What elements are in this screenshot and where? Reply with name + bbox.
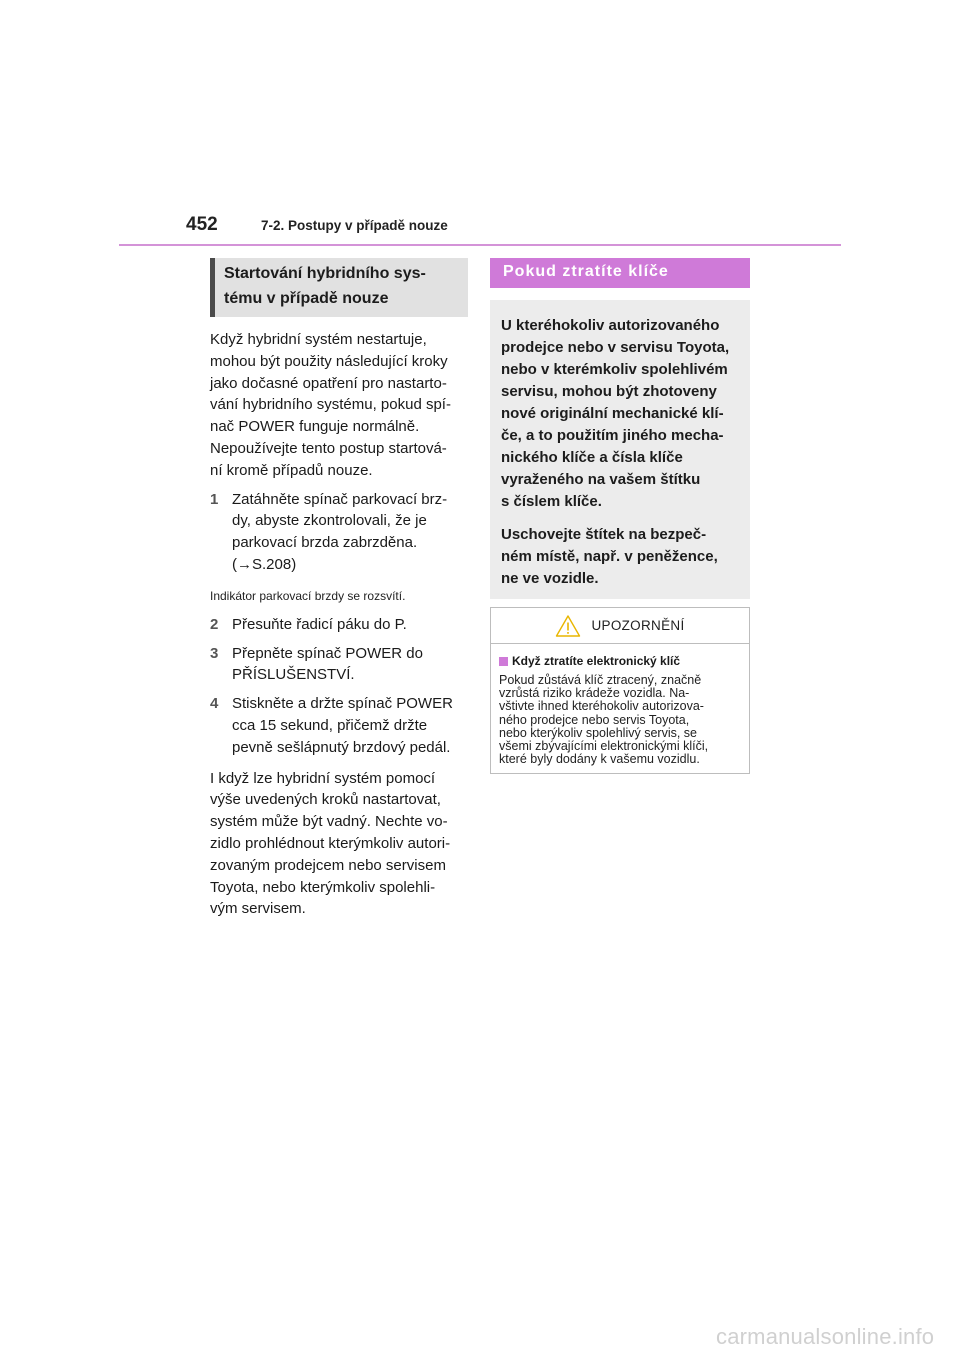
step-number: 2: [210, 615, 219, 633]
page-number: 452: [186, 214, 218, 235]
page-reference-link[interactable]: (→S.208): [232, 555, 297, 573]
text-line: ne ve vozidle.: [501, 570, 599, 587]
text-line: če, a to použitím jiného mecha-: [501, 427, 724, 444]
square-bullet-icon: [499, 657, 508, 666]
text-line: Když hybridní systém nestartuje,: [210, 331, 427, 348]
text-line: pevně sešlápnutý brzdový pedál.: [232, 738, 451, 756]
text-line: nického klíče a čísla klíče: [501, 449, 683, 466]
right-column: [490, 258, 750, 774]
step-text: [232, 614, 468, 636]
step-1: [210, 489, 468, 576]
text-line: nebo v kterémkoliv spolehlivém: [501, 361, 728, 378]
text-line: s číslem klíče.: [501, 493, 602, 510]
step-3: [210, 643, 468, 687]
text-line: Přepněte spínač POWER do: [232, 644, 423, 662]
text-line: mohou být použity následující kroky: [210, 352, 448, 370]
text-line: I když lze hybridní systém pomocí: [210, 769, 436, 787]
text-line: vštivte ihned kteréhokoliv autorizova-: [499, 699, 704, 714]
text-line: PŘÍSLUŠENSTVÍ.: [232, 666, 355, 684]
text-line: U kteréhokoliv autorizovaného: [501, 317, 720, 334]
step-text: [232, 643, 468, 687]
text-line: které byly dodány k vašemu vozidlu.: [499, 752, 700, 767]
text-line: Zatáhněte spínač parkovací brz-: [232, 490, 448, 508]
text-line: dy, abyste zkontrolovali, že je: [232, 512, 427, 530]
text-line: výše uvedených kroků nastartovat,: [210, 791, 441, 809]
text-line: Stiskněte a držte spínač POWER: [232, 695, 453, 713]
warning-text: [499, 674, 741, 766]
step-4: [210, 693, 468, 758]
text-line: parkovací brzda zabrzděna.: [232, 534, 418, 552]
text-line: prodejce nebo v servisu Toyota,: [501, 339, 730, 356]
heading-line: tému v případě nouze: [224, 290, 389, 307]
warning-subtitle: [499, 653, 741, 669]
step-note: Indikátor parkovací brzdy se rozsvítí.: [210, 588, 406, 603]
text-line: nač POWER funguje normálně.: [210, 418, 420, 436]
text-line: zovaným prodejcem nebo servisem: [210, 856, 446, 874]
text-line: ného prodejce nebo servis Toyota,: [499, 712, 690, 727]
text-line: vání hybridního systému, pokud spí-: [210, 396, 451, 414]
step-number: 4: [210, 695, 219, 713]
text-line: nové originální mechanické klí-: [501, 405, 724, 422]
text-line: všemi zbývajícími elektronickými klíči,: [499, 739, 709, 754]
text-line: systém může být vadný. Nechte vo-: [210, 813, 448, 831]
text-line: ní kromě případů nouze.: [210, 461, 373, 479]
text-line: zidlo prohlédnout kterýmkoliv autori-: [210, 834, 451, 852]
text-line: Uschovejte štítek na bezpeč-: [501, 526, 707, 543]
watermark: carmanualsonline.info: [716, 1324, 935, 1349]
heading-line: Startování hybridního sys-: [224, 265, 426, 282]
intro-paragraph: [210, 329, 468, 482]
warning-subtitle-text: Když ztratíte elektronický klíč: [512, 654, 681, 668]
warning-title: UPOZORNĚNÍ: [591, 618, 685, 633]
text-line: vým servisem.: [210, 900, 306, 918]
text-line: Pokud zůstává klíč ztracený, značně: [499, 673, 702, 687]
text-line: vyraženého na vašem štítku: [501, 471, 701, 488]
warning-body: [491, 643, 749, 773]
text-line: Nepoužívejte tento postup startová-: [210, 439, 447, 457]
info-paragraph: [501, 315, 740, 513]
text-line: ném místě, např. v peněžence,: [501, 548, 718, 565]
warning-triangle-icon: [555, 614, 581, 638]
closing-paragraph: [210, 768, 468, 921]
info-paragraph: [501, 524, 740, 590]
section-heading-lost-keys: Pokud ztratíte klíče: [490, 258, 750, 288]
left-column: [210, 258, 468, 920]
text-line: vzrůstá riziko krádeže vozidla. Na-: [499, 686, 690, 701]
step-text: [232, 693, 468, 758]
chapter-title: 7-2. Postupy v případě nouze: [261, 218, 448, 233]
step-number: 1: [210, 490, 219, 508]
text-line: Toyota, nebo kterýmkoliv spolehli-: [210, 878, 436, 896]
section-heading-emergency-start: [210, 258, 468, 317]
step-text: [232, 489, 468, 576]
text-line: jako dočasné opatření pro nastarto-: [210, 374, 447, 392]
info-box: [490, 300, 750, 599]
text-line: nebo kterýkoliv spolehlivý servis, se: [499, 725, 697, 740]
text-line: Přesuňte řadicí páku do P.: [232, 615, 407, 633]
text-line: cca 15 sekund, přičemž držte: [232, 716, 428, 734]
step-2: [210, 614, 468, 636]
warning-header: [491, 608, 749, 643]
header-divider: [119, 244, 841, 246]
step-number: 3: [210, 644, 219, 662]
text-line: servisu, mohou být zhotoveny: [501, 383, 717, 400]
warning-box: [490, 607, 750, 774]
